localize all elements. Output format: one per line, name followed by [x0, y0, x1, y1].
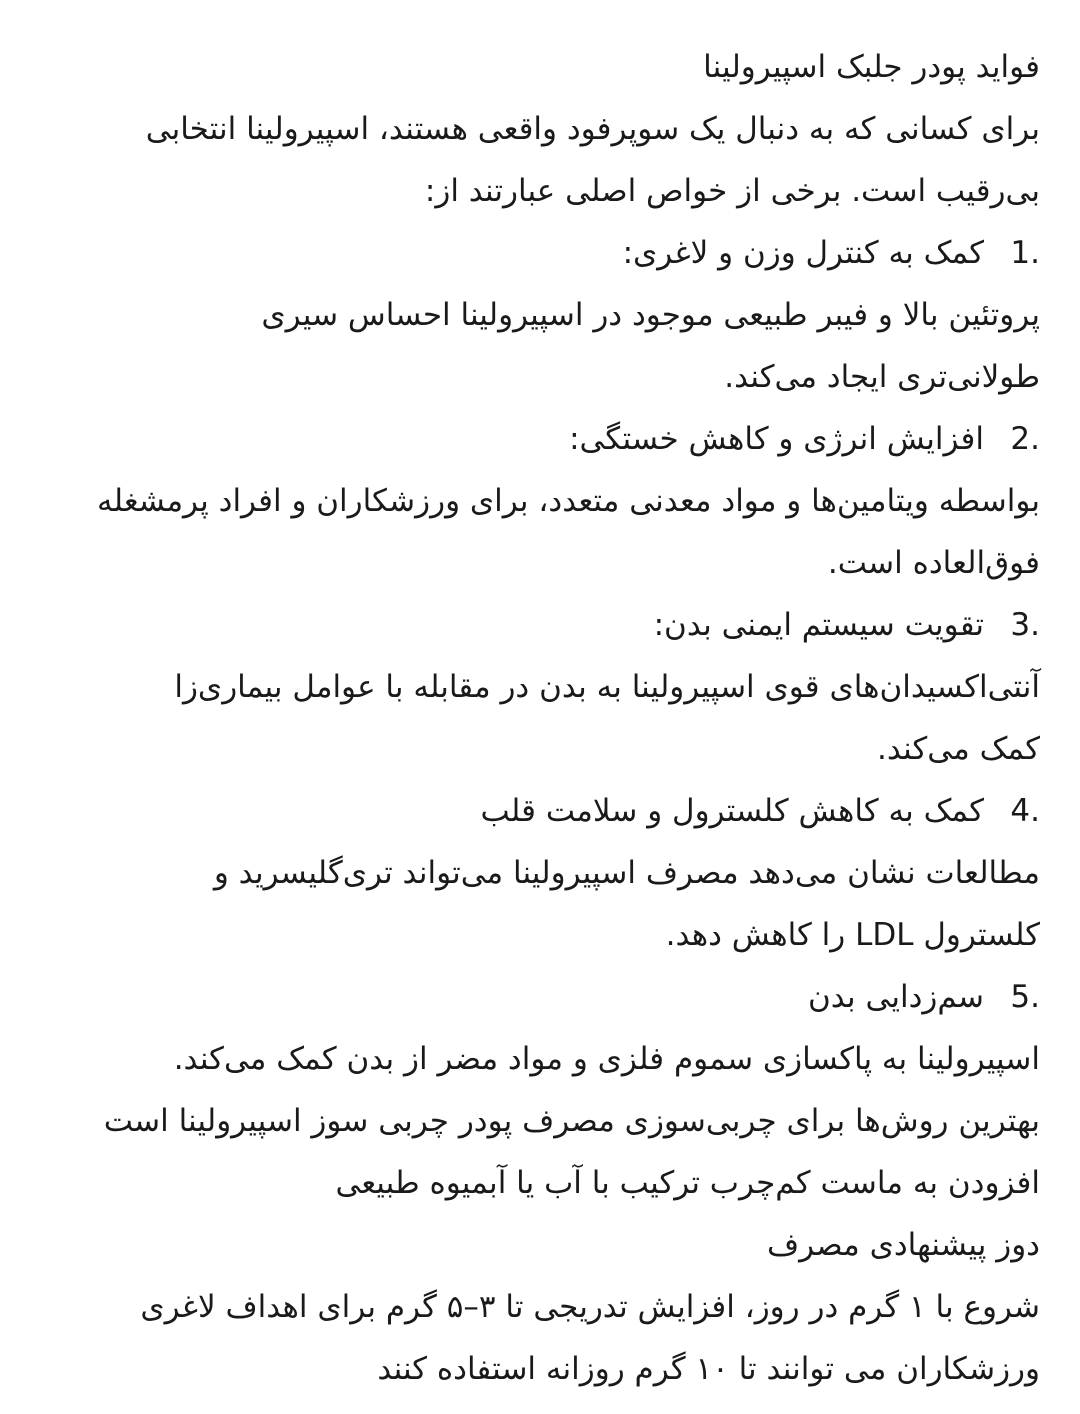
- usage-line-1: بهترین روش‌ها برای چربی‌سوزی مصرف پودر چربی سوز اسپیرولینا است: [103, 1103, 1040, 1139]
- benefit-2-body-line-2: فوق‌العاده است.: [827, 545, 1040, 581]
- dosage-heading: دوز پیشنهادی مصرف: [767, 1227, 1040, 1263]
- benefit-heading-1: [30, 222, 1040, 284]
- benefit-4-body-line-1: مطالعات نشان می‌دهد مصرف اسپیرولینا می‌تواند تری‌گلیسرید و: [213, 855, 1040, 891]
- dosage-line-1: شروع با ۱ گرم در روز، افزایش تدریجی تا ۳–۵ گرم برای اهداف لاغری: [140, 1289, 1040, 1325]
- benefit-1-body-line-1: پروتئین بالا و فیبر طبیعی موجود در اسپیرولینا احساس سیری: [261, 297, 1040, 333]
- benefit-2-body-line-1: بواسطه ویتامین‌ها و مواد معدنی متعدد، برای ورزشکاران و افراد پرمشغله: [96, 483, 1040, 519]
- intro-line-2: بی‌رقیب است. برخی از خواص اصلی عبارتند از:: [424, 173, 1040, 209]
- list-number: 2.: [1010, 421, 1040, 457]
- benefit-heading-3: [30, 594, 1040, 656]
- article-body: [30, 36, 1040, 1400]
- benefit-5-body-line-1: اسپیرولینا به پاکسازی سموم فلزی و مواد مضر از بدن کمک می‌کند.: [173, 1041, 1040, 1077]
- benefit-4-body-line-2: کلسترول LDL را کاهش دهد.: [665, 917, 1040, 953]
- list-number: 1.: [1010, 235, 1040, 271]
- article-title: فواید پودر جلبک اسپیرولینا: [703, 49, 1040, 85]
- benefit-heading-text: کمک به کنترل وزن و لاغری:: [622, 235, 984, 271]
- benefit-heading-text: افزایش انرژی و کاهش خستگی:: [569, 421, 984, 457]
- benefit-heading-text: کمک به کاهش کلسترول و سلامت قلب: [480, 793, 984, 829]
- list-number: 3.: [1010, 607, 1040, 643]
- benefit-heading-2: [30, 408, 1040, 470]
- benefit-3-body-line-1: آنتی‌اکسیدان‌های قوی اسپیرولینا به بدن در مقابله با عوامل بیماری‌زا: [174, 669, 1040, 705]
- list-number: 4.: [1010, 793, 1040, 829]
- dosage-line-2: ورزشکاران می توانند تا ۱۰ گرم روزانه استفاده کنند: [377, 1351, 1040, 1387]
- benefit-heading-4: [30, 780, 1040, 842]
- intro-line-1: برای کسانی که به دنبال یک سوپرفود واقعی هستند، اسپیرولینا انتخابی: [145, 111, 1040, 147]
- benefit-1-body-line-2: طولانی‌تری ایجاد می‌کند.: [724, 359, 1040, 395]
- benefit-heading-text: تقویت سیستم ایمنی بدن:: [653, 607, 984, 643]
- usage-line-2: افزودن به ماست کم‌چرب ترکیب با آب یا آبمیوه طبیعی: [335, 1165, 1040, 1201]
- benefit-3-body-line-2: کمک می‌کند.: [877, 731, 1040, 767]
- benefit-heading-5: [30, 966, 1040, 1028]
- benefit-heading-text: سم‌زدایی بدن: [808, 979, 984, 1015]
- list-number: 5.: [1010, 979, 1040, 1015]
